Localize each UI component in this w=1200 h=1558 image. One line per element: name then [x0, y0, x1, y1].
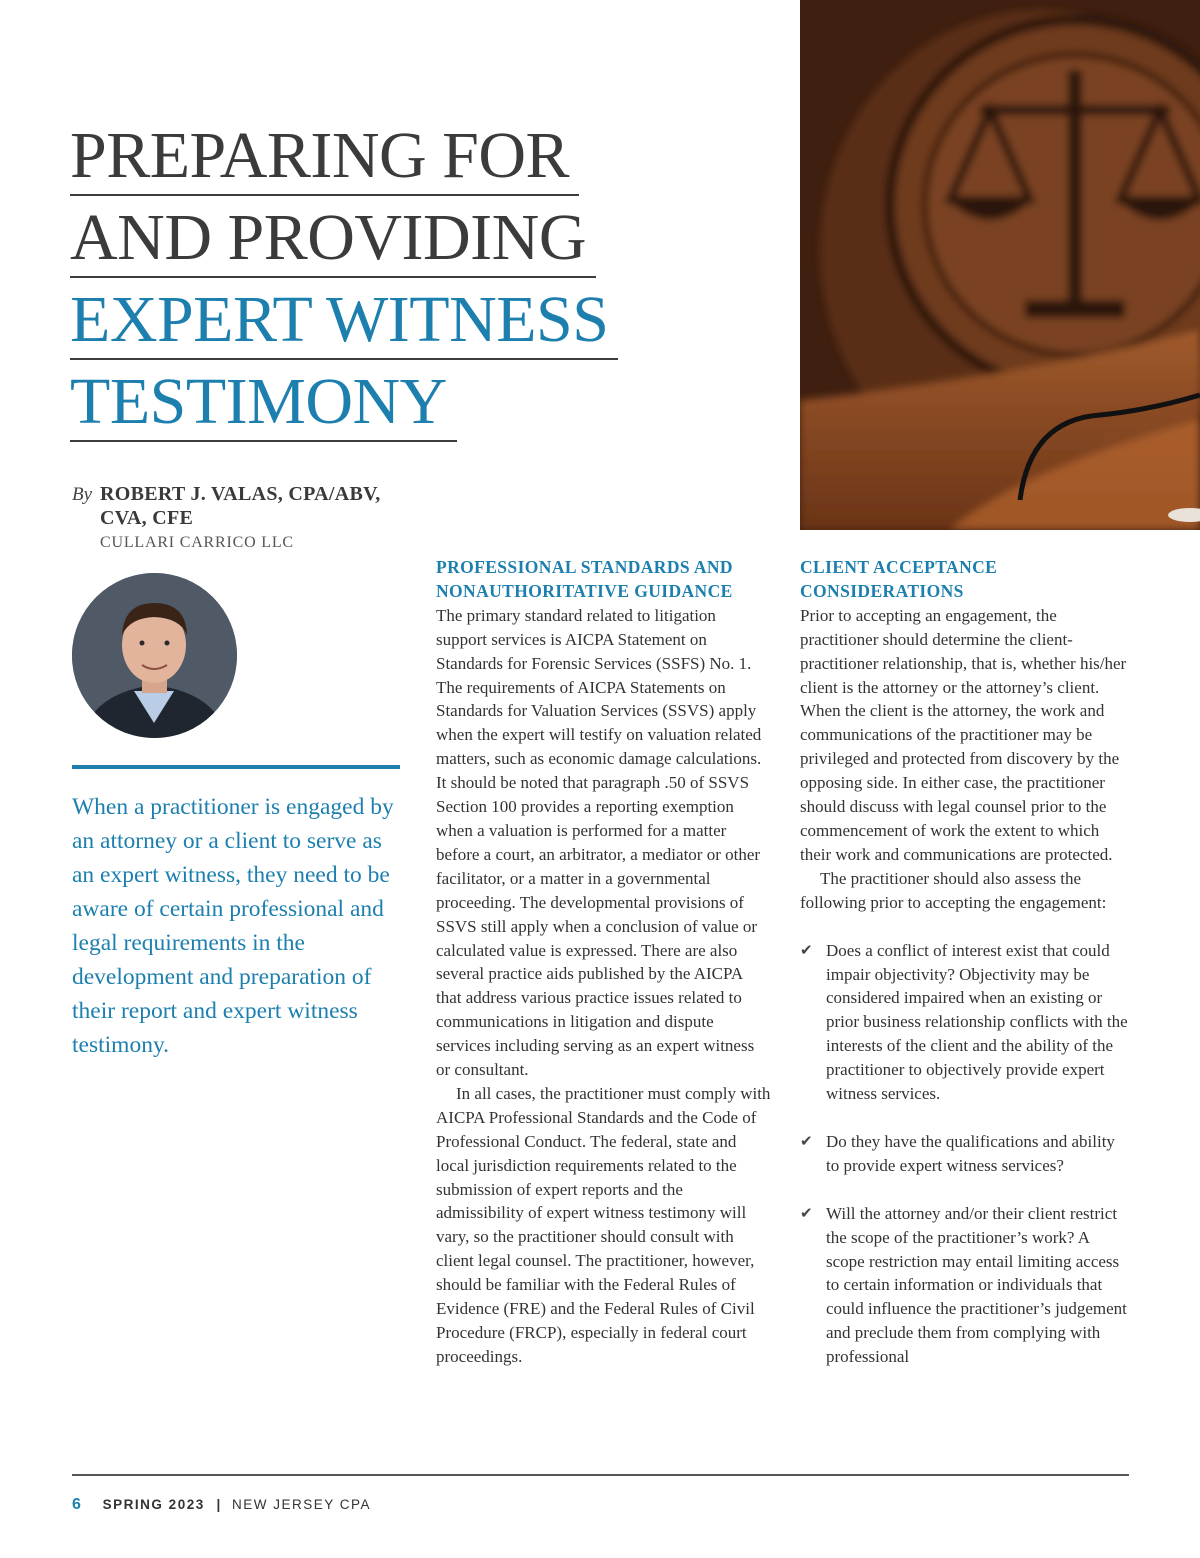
check-icon: ✔: [800, 1203, 813, 1222]
checklist-item-text: Do they have the qualifications and ability to provide expert witness services?: [826, 1131, 1115, 1175]
footer-separator: |: [216, 1497, 221, 1512]
byline: [72, 482, 432, 552]
byline-by: By: [72, 484, 93, 505]
issue-label: SPRING 2023: [102, 1497, 205, 1512]
page-number: 6: [72, 1496, 81, 1513]
check-icon: ✔: [800, 1131, 813, 1150]
footer-rule: [72, 1474, 1129, 1476]
body-paragraph: The primary standard related to litigation support services is AICPA Statement on Standards for Forensic Services (SSFS) No. 1. The requirements of AICPA Statements on Standards for Valuation Services (SSVS) apply when the expert will testify on valuation related matters, such as economic damage calculations. It should be noted that paragraph .50 of SSVS Section 100 provides a reporting exemption when a valuation is performed for a matter before a court, an arbitrator, a mediator or other facilitator, or a matter in a governmental proceeding. The developmental provisions of SSVS still apply when a conclusion of value or calculated value is expressed. There are also several practice aids published by the AICPA that address various practice issues related to communications in litigation and dispute services including serving as an expert witness or consultant.: [436, 605, 762, 1080]
checklist-item: [800, 1130, 1130, 1178]
body-paragraph: Prior to accepting an engagement, the practitioner should determine the client-practitioner relationship, that is, whether his/her client is the attorney or the attorney’s client. When the client is the attorney, the work and communications of the practitioner may be privileged and protected from discovery by the opposing side. In either case, the practitioner should discuss with legal counsel prior to the commencement of work the extent to which their work and communications are protected.: [800, 605, 1127, 864]
check-icon: ✔: [800, 940, 813, 959]
magazine-name: NEW JERSEY CPA: [232, 1497, 372, 1512]
author-name: ROBERT J. VALAS, CPA/ABV, CVA, CFE: [100, 483, 381, 529]
title-line-2: AND PROVIDING: [70, 200, 596, 278]
title-line-1: PREPARING FOR: [70, 118, 579, 196]
checklist-item-text: Will the attorney and/or their client restrict the scope of the practitioner’s work? A scope restriction may entail limiting access to certain information or individuals that could influence the practitioner’s judgement and preclude them from complying with professional: [826, 1203, 1127, 1367]
author-photo: [72, 573, 237, 738]
hero-image: [800, 0, 1200, 530]
author-firm: CULLARI CARRICO LLC: [100, 534, 294, 551]
section-heading-standards: PROFESSIONAL STANDARDS AND NONAUTHORITATIVE GUIDANCE: [436, 557, 733, 601]
body-paragraph: The practitioner should also assess the following prior to accepting the engagement:: [800, 868, 1107, 912]
checklist-item: [800, 1202, 1130, 1369]
checklist-item: [800, 939, 1130, 1106]
title-line-3: EXPERT WITNESS: [70, 282, 618, 360]
author-portrait: [72, 573, 237, 738]
pullquote: When a practitioner is engaged by an attorney or a client to serve as an expert witness, they need to be aware of certain professional and legal requirements in the development and preparation of their report and expert witness testimony.: [72, 794, 394, 1058]
scales-of-justice-icon: [800, 0, 1200, 530]
title-line-4: TESTIMONY: [70, 364, 457, 442]
section-heading-client-acceptance: CLIENT ACCEPTANCE CONSIDERATIONS: [800, 557, 998, 601]
page-footer: [72, 1496, 371, 1514]
column-2: [800, 556, 1130, 1393]
column-1: [436, 556, 771, 1369]
pullquote-rule: [72, 765, 400, 769]
body-paragraph: In all cases, the practitioner must comply with AICPA Professional Standards and the Code of Professional Conduct. The federal, state and local jurisdiction requirements related to the submission of expert reports and the admissibility of expert witness testimony will vary, so the practitioner should consult with client legal counsel. The practitioner, however, should be familiar with the Federal Rules of Evidence (FRE) and the Federal Rules of Civil Procedure (FRCP), especially in federal court proceedings.: [436, 1083, 771, 1366]
checklist: [800, 939, 1130, 1370]
article-title: [70, 118, 690, 446]
checklist-item-text: Does a conflict of interest exist that could impair objectivity? Objectivity may be considered impaired when an existing or prior business relationship conflicts with the interests of the client and the ability of the practitioner to objectively provide expert witness services.: [826, 940, 1128, 1104]
